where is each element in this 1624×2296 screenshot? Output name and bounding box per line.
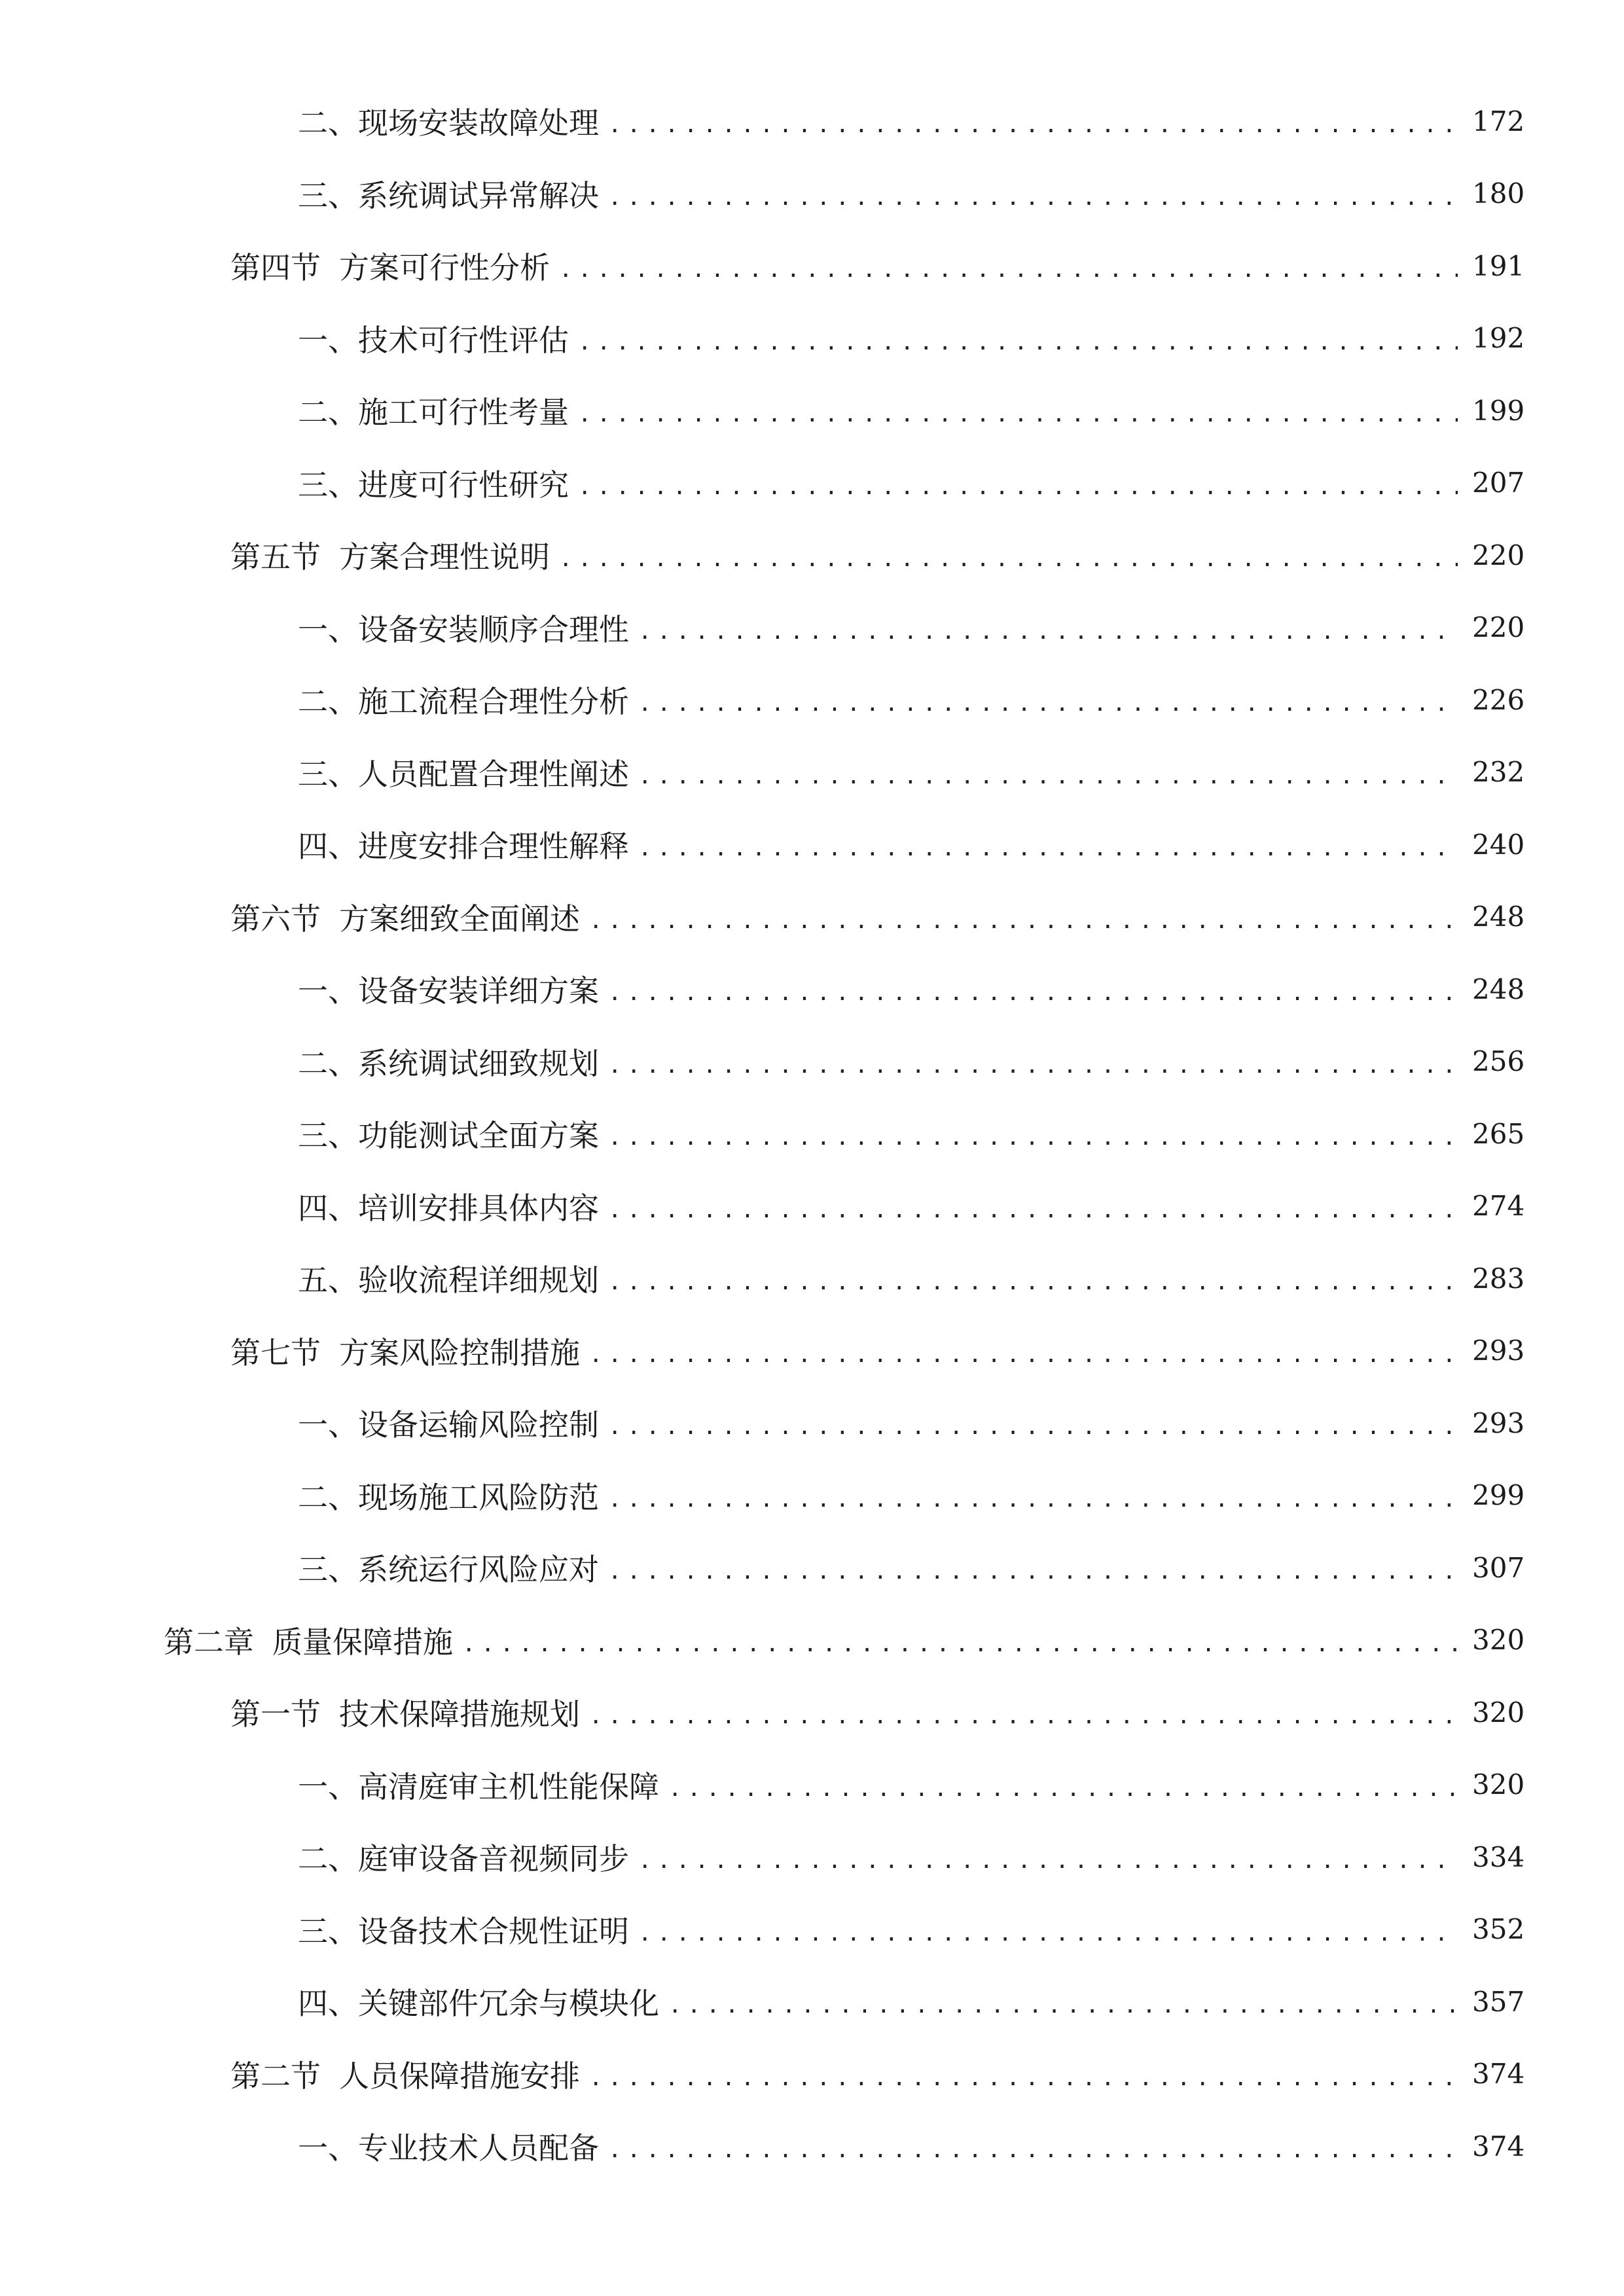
toc-entry-number: 二、	[298, 1479, 358, 1515]
toc-page-number: 248	[1472, 973, 1525, 1005]
toc-entry-number: 五、	[298, 1263, 358, 1299]
toc-entry-title: 系统调试细致规划	[358, 1045, 599, 1081]
toc-entry-number: 二、	[298, 1841, 358, 1877]
toc-page-number: 357	[1472, 1985, 1525, 2018]
toc-entry-title: 进度可行性研究	[358, 467, 569, 503]
toc-subsection-entry[interactable]	[0, 592, 1624, 664]
toc-dot-leader	[589, 1705, 1458, 1727]
toc-subsection-entry[interactable]	[0, 1821, 1624, 1893]
toc-page-number: 320	[1472, 1768, 1525, 1801]
toc-dot-leader	[608, 1126, 1458, 1149]
toc-dot-leader	[578, 331, 1458, 353]
toc-dot-leader	[638, 620, 1458, 643]
toc-entry-number: 一、	[298, 611, 358, 647]
toc-page-number: 191	[1472, 249, 1525, 282]
toc-entry-title: 进度安排合理性解释	[358, 829, 629, 865]
toc-page-number: 374	[1472, 2058, 1525, 2090]
toc-entry-number: 第二章	[164, 1624, 254, 1660]
toc-entry-number: 一、	[298, 1407, 358, 1443]
toc-section-entry[interactable]	[0, 1315, 1624, 1388]
toc-subsection-entry[interactable]	[0, 1893, 1624, 1966]
toc-entry-number: 四、	[298, 829, 358, 865]
toc-dot-leader	[608, 1416, 1458, 1438]
toc-subsection-entry[interactable]	[0, 1460, 1624, 1532]
toc-subsection-entry[interactable]	[0, 808, 1624, 881]
toc-entry-title: 方案细致全面阐述	[339, 901, 580, 937]
toc-subsection-entry[interactable]	[0, 302, 1624, 375]
toc-entry-title: 方案风险控制措施	[339, 1335, 580, 1371]
toc-dot-leader	[638, 1850, 1458, 1872]
toc-entry-title: 庭审设备音视频同步	[358, 1841, 629, 1877]
toc-subsection-entry[interactable]	[0, 374, 1624, 447]
toc-entry-number: 第四节	[230, 250, 321, 286]
toc-entry-number: 第五节	[230, 539, 321, 575]
toc-entry-number: 四、	[298, 1986, 358, 2022]
toc-dot-leader	[608, 1199, 1458, 1221]
toc-entry-number: 四、	[298, 1190, 358, 1226]
toc-page-number: 220	[1472, 611, 1525, 644]
toc-dot-leader	[638, 692, 1458, 715]
toc-entry-number: 三、	[298, 756, 358, 792]
toc-subsection-entry[interactable]	[0, 1387, 1624, 1460]
toc-entry-title: 高清庭审主机性能保障	[358, 1768, 659, 1804]
toc-entry-title: 功能测试全面方案	[358, 1118, 599, 1154]
toc-entry-title: 施工流程合理性分析	[358, 684, 629, 720]
toc-entry-title: 设备技术合规性证明	[358, 1913, 629, 1949]
toc-dot-leader	[608, 114, 1458, 136]
table-of-contents	[0, 85, 1624, 2183]
toc-dot-leader	[608, 1560, 1458, 1583]
toc-dot-leader	[462, 1633, 1458, 1655]
toc-entry-title: 技术保障措施规划	[339, 1696, 580, 1732]
toc-entry-title: 现场施工风险防范	[358, 1479, 599, 1515]
toc-dot-leader	[559, 259, 1458, 281]
toc-entry-title: 关键部件冗余与模块化	[358, 1986, 659, 2022]
toc-page-number: 256	[1472, 1045, 1525, 1078]
toc-entry-number: 二、	[298, 395, 358, 431]
toc-entry-title: 质量保障措施	[272, 1624, 453, 1660]
toc-subsection-entry[interactable]	[0, 1532, 1624, 1604]
toc-entry-title: 人员保障措施安排	[339, 2058, 580, 2094]
toc-section-entry[interactable]	[0, 881, 1624, 954]
toc-entry-number: 一、	[298, 1768, 358, 1804]
toc-page-number: 299	[1472, 1479, 1525, 1512]
toc-entry-title: 设备安装顺序合理性	[358, 611, 629, 647]
toc-entry-number: 一、	[298, 322, 358, 358]
toc-dot-leader	[638, 765, 1458, 787]
toc-entry-title: 培训安排具体内容	[358, 1190, 599, 1226]
toc-entry-title: 施工可行性考量	[358, 395, 569, 431]
toc-entry-number: 二、	[298, 105, 358, 141]
toc-entry-number: 一、	[298, 2130, 358, 2166]
toc-page-number: 172	[1472, 105, 1525, 137]
toc-page-number: 293	[1472, 1407, 1525, 1439]
toc-dot-leader	[608, 1054, 1458, 1077]
toc-subsection-entry[interactable]	[0, 158, 1624, 230]
toc-page-number: 232	[1472, 756, 1525, 789]
toc-dot-leader	[578, 476, 1458, 498]
toc-dot-leader	[608, 1488, 1458, 1511]
toc-section-entry[interactable]	[0, 2038, 1624, 2111]
toc-subsection-entry[interactable]	[0, 85, 1624, 158]
toc-subsection-entry[interactable]	[0, 447, 1624, 520]
toc-page-number: 240	[1472, 828, 1525, 861]
toc-entry-title: 现场安装故障处理	[358, 105, 599, 141]
toc-entry-title: 专业技术人员配备	[358, 2130, 599, 2166]
toc-subsection-entry[interactable]	[0, 1026, 1624, 1098]
toc-page-number: 248	[1472, 901, 1525, 933]
toc-entry-number: 三、	[298, 1913, 358, 1949]
toc-subsection-entry[interactable]	[0, 736, 1624, 809]
toc-dot-leader	[589, 1344, 1458, 1366]
toc-entry-title: 系统调试异常解决	[358, 177, 599, 213]
toc-dot-leader	[608, 1271, 1458, 1293]
toc-entry-title: 方案合理性说明	[339, 539, 550, 575]
toc-dot-leader	[589, 910, 1458, 932]
toc-entry-title: 技术可行性评估	[358, 322, 569, 358]
toc-page-number: 226	[1472, 683, 1525, 716]
toc-entry-title: 系统运行风险应对	[358, 1552, 599, 1588]
toc-entry-number: 二、	[298, 1045, 358, 1081]
toc-entry-number: 第六节	[230, 901, 321, 937]
toc-section-entry[interactable]	[0, 519, 1624, 592]
toc-page-number: 192	[1472, 322, 1525, 355]
toc-entry-number: 第二节	[230, 2058, 321, 2094]
toc-section-entry[interactable]	[0, 1676, 1624, 1749]
toc-entry-number: 三、	[298, 1552, 358, 1588]
toc-entry-number: 三、	[298, 177, 358, 213]
toc-page-number: 274	[1472, 1190, 1525, 1223]
toc-chapter-entry[interactable]	[0, 1604, 1624, 1677]
toc-page-number: 199	[1472, 394, 1525, 427]
toc-subsection-entry[interactable]	[0, 2110, 1624, 2183]
toc-dot-leader	[559, 548, 1458, 570]
toc-subsection-entry[interactable]	[0, 1242, 1624, 1315]
toc-page-number: 293	[1472, 1335, 1525, 1367]
toc-entry-title: 方案可行性分析	[339, 250, 550, 286]
toc-page-number: 374	[1472, 2130, 1525, 2162]
toc-dot-leader	[668, 1994, 1458, 2017]
toc-dot-leader	[638, 1922, 1458, 1945]
toc-dot-leader	[578, 403, 1458, 425]
toc-entry-number: 一、	[298, 973, 358, 1009]
toc-entry-title: 设备运输风险控制	[358, 1407, 599, 1443]
toc-subsection-entry[interactable]	[0, 1749, 1624, 1821]
toc-entry-title: 验收流程详细规划	[358, 1263, 599, 1299]
toc-page-number: 180	[1472, 177, 1525, 210]
toc-entry-title: 人员配置合理性阐述	[358, 756, 629, 792]
toc-entry-title: 设备安装详细方案	[358, 973, 599, 1009]
toc-subsection-entry[interactable]	[0, 664, 1624, 736]
toc-entry-number: 三、	[298, 467, 358, 503]
toc-dot-leader	[668, 1778, 1458, 1800]
toc-entry-number: 第一节	[230, 1696, 321, 1732]
toc-subsection-entry[interactable]	[0, 953, 1624, 1026]
toc-dot-leader	[608, 187, 1458, 209]
toc-section-entry[interactable]	[0, 230, 1624, 302]
toc-page-number: 283	[1472, 1262, 1525, 1295]
toc-subsection-entry[interactable]	[0, 1098, 1624, 1170]
toc-page-number: 320	[1472, 1696, 1525, 1729]
toc-page-number: 352	[1472, 1913, 1525, 1946]
toc-entry-number: 二、	[298, 684, 358, 720]
toc-dot-leader	[608, 982, 1458, 1004]
toc-page-number: 307	[1472, 1551, 1525, 1584]
toc-page-number: 220	[1472, 539, 1525, 571]
toc-subsection-entry[interactable]	[0, 1170, 1624, 1243]
toc-dot-leader	[608, 2139, 1458, 2161]
toc-entry-number: 第七节	[230, 1335, 321, 1371]
toc-dot-leader	[638, 837, 1458, 859]
toc-subsection-entry[interactable]	[0, 1965, 1624, 2038]
toc-entry-number: 三、	[298, 1118, 358, 1154]
toc-page-number: 207	[1472, 467, 1525, 499]
toc-page-number: 265	[1472, 1117, 1525, 1150]
toc-page-number: 320	[1472, 1624, 1525, 1657]
toc-dot-leader	[589, 2067, 1458, 2089]
toc-page-number: 334	[1472, 1840, 1525, 1873]
